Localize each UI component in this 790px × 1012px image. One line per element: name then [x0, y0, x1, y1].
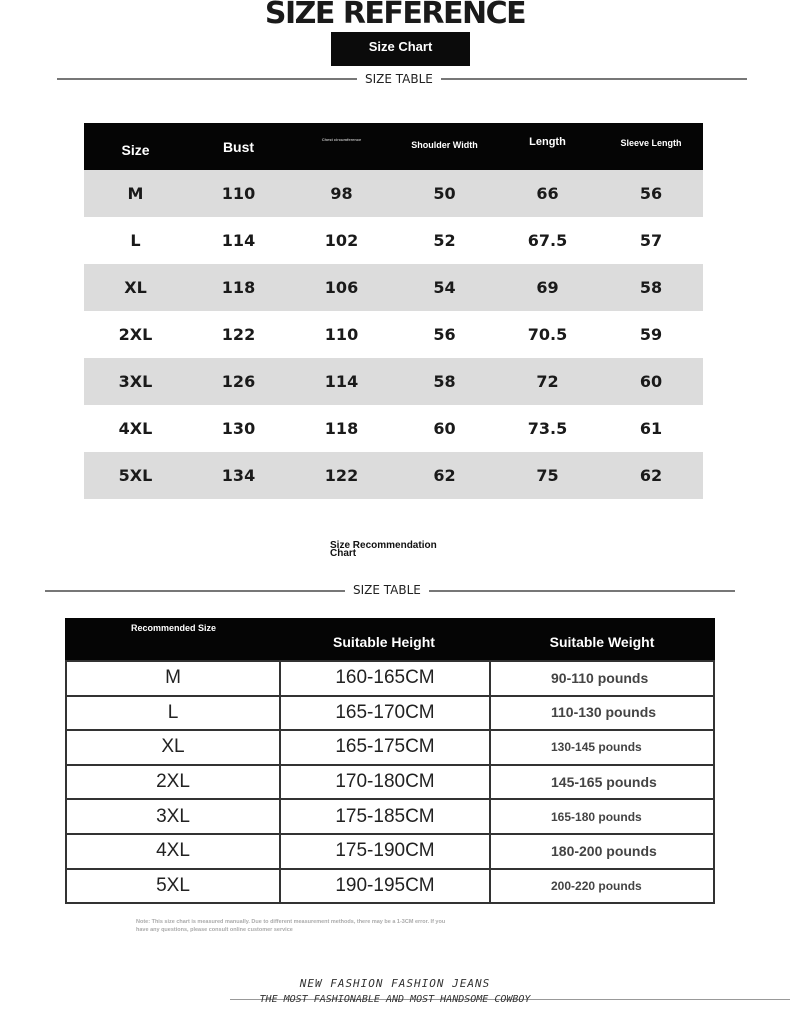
cell-sleeve: 62 [639, 466, 663, 485]
column-header-shoulder: Shoulder Width [411, 139, 478, 150]
column-header-suitable-height: Suitable Height [333, 634, 435, 650]
table-row [67, 833, 713, 868]
cell-size: 4XL [118, 419, 153, 438]
cell-shoulder: 60 [433, 419, 456, 438]
cell-suitable-height: 175-185CM [281, 800, 491, 833]
cell-bust: 110 [221, 184, 256, 203]
cell-bust: 126 [221, 372, 256, 391]
section-label: SIZE TABLE [357, 72, 441, 86]
cell-chest: 122 [324, 466, 359, 485]
table-row [67, 798, 713, 833]
cell-bust: 130 [221, 419, 256, 438]
cell-suitable-weight: 145-165 pounds [551, 773, 657, 790]
section-label: SIZE TABLE [345, 583, 429, 597]
column-header-length: Length [529, 135, 566, 148]
cell-chest: 106 [324, 278, 359, 297]
cell-shoulder: 58 [433, 372, 456, 391]
cell-size: L [130, 231, 141, 250]
table-row [84, 170, 703, 217]
recommendation-table-body [65, 660, 715, 904]
cell-recommended-size: XL [67, 731, 281, 764]
cell-shoulder: 56 [433, 325, 456, 344]
page-title: SIZE REFERENCE [264, 0, 526, 31]
cell-suitable-height: 165-175CM [281, 731, 491, 764]
cell-suitable-height: 160-165CM [281, 662, 491, 695]
table-row [67, 660, 713, 695]
cell-chest: 114 [324, 372, 359, 391]
cell-chest: 118 [324, 419, 359, 438]
cell-chest: 110 [324, 325, 359, 344]
cell-size: 3XL [118, 372, 153, 391]
table-row [67, 764, 713, 799]
cell-sleeve: 59 [639, 325, 663, 344]
cell-chest: 102 [324, 231, 359, 250]
cell-recommended-size: 5XL [67, 870, 281, 903]
cell-shoulder: 50 [433, 184, 456, 203]
cell-size: 2XL [118, 325, 153, 344]
cell-bust: 134 [221, 466, 256, 485]
cell-suitable-weight: 165-180 pounds [551, 809, 642, 824]
cell-suitable-weight: 110-130 pounds [551, 704, 657, 721]
measurement-table-body [84, 170, 703, 499]
cell-shoulder: 54 [433, 278, 456, 297]
cell-size: 5XL [118, 466, 153, 485]
cell-length: 73.5 [527, 419, 568, 438]
recommendation-title: Size Recommendation Chart [330, 540, 437, 559]
column-header-bust: Bust [222, 138, 255, 155]
cell-chest: 98 [330, 184, 353, 203]
column-header-suitable-weight: Suitable Weight [549, 634, 655, 650]
cell-shoulder: 62 [433, 466, 456, 485]
table-row [67, 695, 713, 730]
table-row [84, 358, 703, 405]
cell-suitable-height: 170-180CM [281, 766, 491, 799]
cell-suitable-weight: 200-220 pounds [551, 878, 642, 893]
cell-sleeve: 58 [639, 278, 663, 297]
table-row [84, 405, 703, 452]
recommendation-table-header [65, 618, 715, 660]
table-row [84, 217, 703, 264]
cell-recommended-size: 2XL [67, 766, 281, 799]
cell-sleeve: 56 [639, 184, 663, 203]
cell-bust: 122 [221, 325, 256, 344]
column-header-chest: Chest circumference [321, 136, 362, 142]
cell-shoulder: 52 [433, 231, 456, 250]
measurement-table-header [84, 123, 703, 170]
recommendation-table [65, 618, 715, 904]
cell-length: 72 [536, 372, 559, 391]
cell-sleeve: 61 [639, 419, 663, 438]
measurement-note: Note: This size chart is measured manually. Due to different measurement methods, there may be a 1-3CM error. If you have any questions, please consult online customer service [136, 919, 446, 933]
footer-tagline: NEW FASHION FASHION JEANS [299, 977, 491, 990]
cell-sleeve: 57 [639, 231, 663, 250]
cell-suitable-weight: 180-200 pounds [551, 842, 657, 859]
cell-length: 69 [536, 278, 559, 297]
cell-recommended-size: 3XL [67, 800, 281, 833]
cell-length: 67.5 [527, 231, 568, 250]
cell-bust: 118 [221, 278, 256, 297]
size-chart-badge: Size Chart [331, 32, 470, 66]
cell-suitable-weight: 90-110 pounds [551, 669, 649, 686]
cell-size: M [127, 184, 144, 203]
cell-size: XL [124, 278, 147, 297]
measurement-table [84, 123, 703, 499]
footer-subtagline: THE MOST FASHIONABLE AND MOST HANDSOME COWBOY [259, 994, 531, 1005]
table-row [84, 311, 703, 358]
cell-suitable-height: 190-195CM [281, 870, 491, 903]
cell-suitable-weight: 130-145 pounds [551, 740, 642, 755]
column-header-recommended-size: Recommended Size [131, 623, 217, 633]
table-row [84, 264, 703, 311]
cell-suitable-height: 165-170CM [281, 697, 491, 730]
table-row [67, 729, 713, 764]
column-header-sleeve: Sleeve Length [620, 137, 682, 148]
column-header-size: Size [121, 141, 150, 158]
cell-recommended-size: M [67, 662, 281, 695]
cell-suitable-height: 175-190CM [281, 835, 491, 868]
cell-recommended-size: 4XL [67, 835, 281, 868]
cell-bust: 114 [221, 231, 256, 250]
cell-length: 66 [536, 184, 559, 203]
cell-sleeve: 60 [639, 372, 663, 391]
cell-length: 70.5 [527, 325, 568, 344]
cell-length: 75 [536, 466, 559, 485]
table-row [67, 868, 713, 903]
table-row [84, 452, 703, 499]
cell-recommended-size: L [67, 697, 281, 730]
